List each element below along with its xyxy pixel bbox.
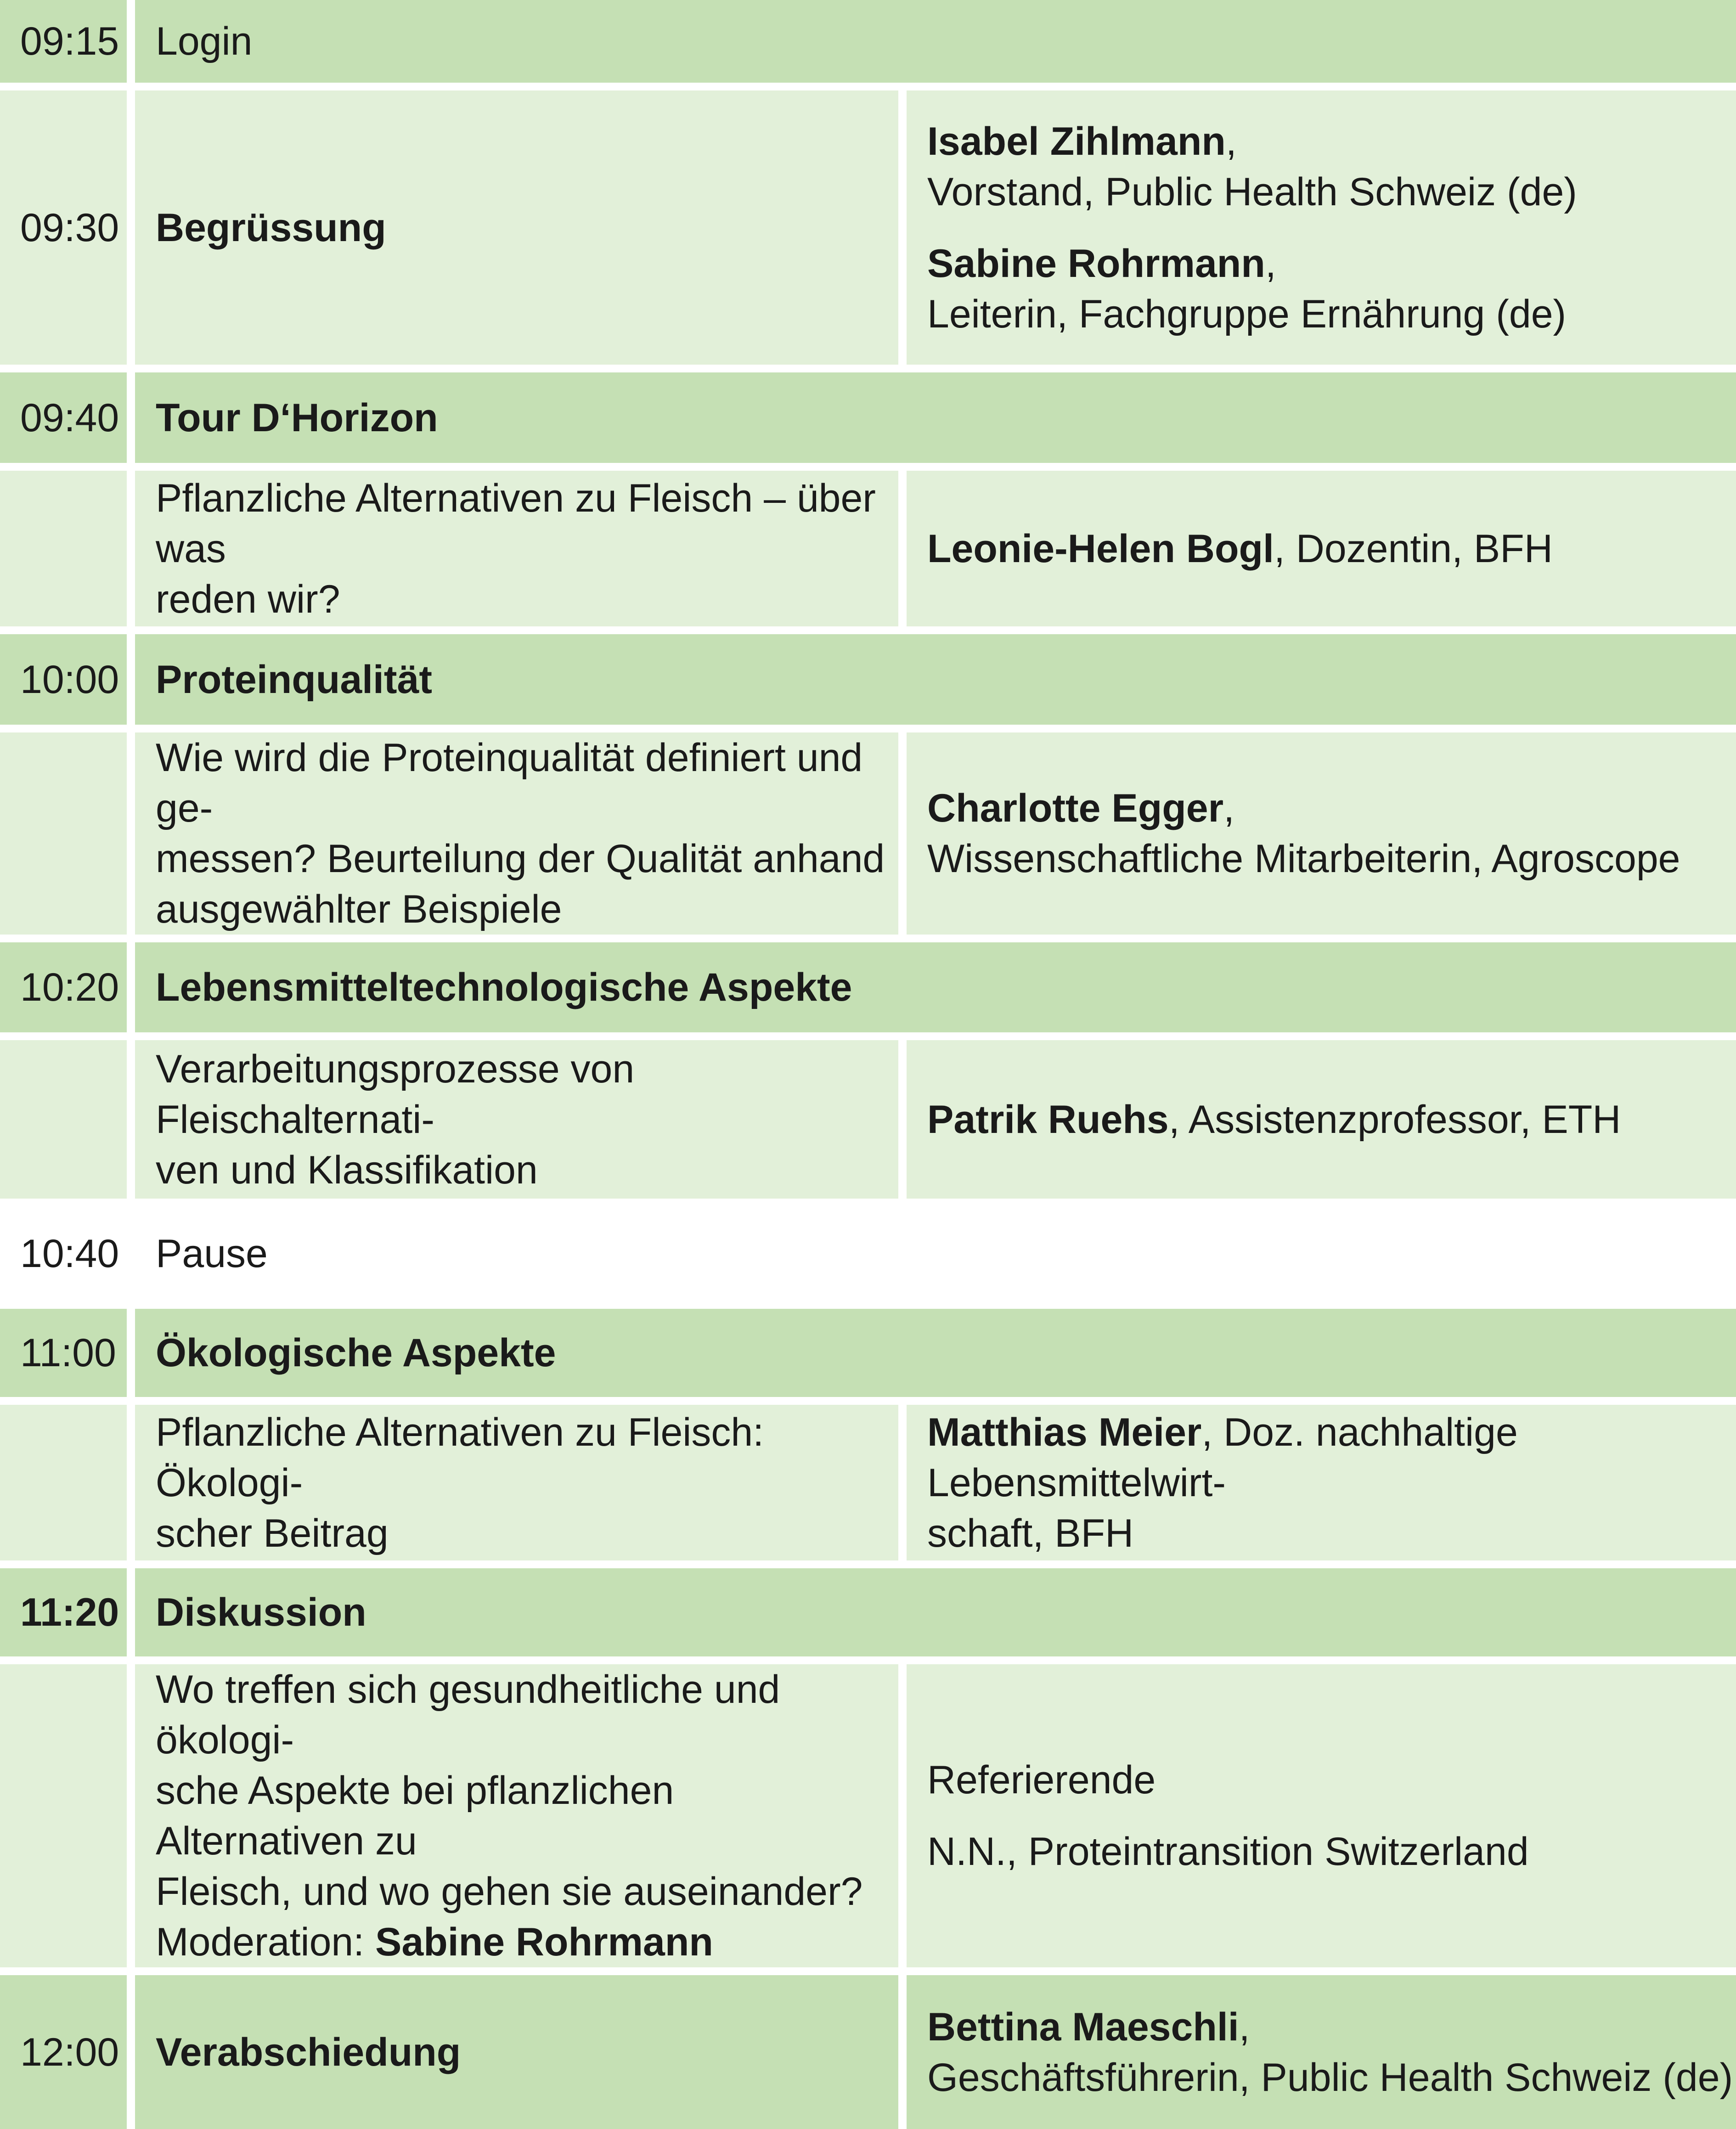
session-title-cell <box>135 90 898 365</box>
talk-description-cell <box>135 1405 898 1560</box>
talk-description-line: Pflanzliche Alternativen zu Fleisch – über was <box>156 476 876 571</box>
session-title: Login <box>156 19 253 63</box>
time-label: 09:15 <box>20 19 119 63</box>
moderator-name: Sabine Rohrmann <box>375 1920 713 1964</box>
speaker-cell <box>907 1405 1736 1560</box>
talk-description-cell <box>135 732 898 935</box>
time-cell <box>0 1206 127 1301</box>
time-label: 11:00 <box>20 1331 116 1375</box>
time-cell <box>0 1975 127 2129</box>
session-title: Diskussion <box>156 1590 366 1634</box>
session-title: Tour D‘Horizon <box>156 395 438 440</box>
session-title: Pause <box>156 1232 268 1276</box>
speaker-entry: Sabine Rohrmann, <box>927 241 1276 286</box>
speaker-name: Leonie-Helen Bogl <box>927 526 1274 571</box>
speaker-entry: Isabel Zihlmann, <box>927 119 1237 163</box>
speaker-role: Wissenschaftliche Mitarbeiterin, Agroscope <box>927 837 1680 881</box>
session-title: Proteinqualität <box>156 657 433 702</box>
speaker-entry: Bettina Maeschli, <box>927 2005 1250 2049</box>
speaker-cell <box>907 1664 1736 1967</box>
talk-description-line: sche Aspekte bei pflanzlichen Alternativen zu <box>156 1769 674 1863</box>
talk-description-line: Fleisch, und wo gehen sie auseinander? <box>156 1870 863 1914</box>
time-cell-empty <box>0 732 127 935</box>
talk-description-line: Pflanzliche Alternativen zu Fleisch: Ökologi- <box>156 1410 764 1505</box>
panel-line: N.N., Proteintransition Switzerland <box>927 1830 1529 1874</box>
speaker-cell <box>907 471 1736 626</box>
speaker-name: Matthias Meier <box>927 1410 1202 1454</box>
talk-description-line: Verarbeitungsprozesse von Fleischalternati- <box>156 1047 635 1142</box>
session-title-cell <box>135 634 1736 725</box>
session-title: Begrüssung <box>156 205 386 250</box>
speaker-cell <box>907 1040 1736 1199</box>
speaker-role: schaft, BFH <box>927 1511 1134 1555</box>
talk-description-cell <box>135 1040 898 1199</box>
speaker-role: , Doz. nachhaltige Lebensmittelwirt- <box>927 1410 1518 1505</box>
speaker-role: Geschäftsführerin, Public Health Schweiz (de) <box>927 2055 1733 2100</box>
speaker-role: , Assistenzprofessor, ETH <box>1168 1097 1621 1142</box>
session-title-cell <box>135 942 1736 1032</box>
time-label: 09:30 <box>20 205 119 250</box>
talk-description-line: scher Beitrag <box>156 1511 389 1555</box>
moderation-label: Moderation: <box>156 1920 376 1964</box>
speaker-name: Patrik Ruehs <box>927 1097 1169 1142</box>
session-title-cell <box>135 1206 1736 1301</box>
talk-description-line: messen? Beurteilung der Qualität anhand <box>156 837 885 881</box>
speaker-cell <box>907 90 1736 365</box>
time-label: 09:40 <box>20 395 119 440</box>
speaker-cell <box>907 1975 1736 2129</box>
time-label: 10:20 <box>20 965 119 1009</box>
session-title-cell <box>135 1309 1736 1397</box>
speaker-name: Isabel Zihlmann <box>927 119 1226 163</box>
speaker-entry <box>927 1094 1736 1145</box>
session-title-cell <box>135 372 1736 463</box>
speaker-name: Sabine Rohrmann <box>927 241 1265 286</box>
speaker-role: Vorstand, Public Health Schweiz (de) <box>927 169 1577 214</box>
time-cell <box>0 1568 127 1656</box>
speaker-name: Charlotte Egger <box>927 786 1224 830</box>
time-label: 12:00 <box>20 2030 119 2074</box>
moderation-line <box>156 1917 889 1967</box>
time-cell-empty <box>0 1040 127 1199</box>
session-title-cell <box>135 0 1736 83</box>
time-label: 11:20 <box>20 1590 119 1634</box>
speaker-role: Leiterin, Fachgruppe Ernährung (de) <box>927 292 1567 336</box>
talk-description-line: Wo treffen sich gesundheitliche und ökologi- <box>156 1667 780 1762</box>
time-cell <box>0 634 127 725</box>
speaker-cell <box>907 732 1736 935</box>
time-cell-empty <box>0 1664 127 1967</box>
speaker-role: , Dozentin, BFH <box>1274 526 1553 571</box>
speaker-entry <box>927 1407 1736 1508</box>
time-cell <box>0 942 127 1032</box>
time-cell <box>0 1309 127 1397</box>
session-title-cell <box>135 1975 898 2129</box>
time-cell <box>0 372 127 463</box>
session-title: Ökologische Aspekte <box>156 1331 556 1375</box>
time-label: 10:00 <box>20 657 119 702</box>
panel-line: Referierende <box>927 1758 1156 1802</box>
speaker-entry <box>927 524 1736 574</box>
talk-description-line: ven und Klassifikation <box>156 1148 538 1192</box>
session-title-cell <box>135 1568 1736 1656</box>
time-cell <box>0 0 127 83</box>
talk-description-line: reden wir? <box>156 577 340 621</box>
time-cell <box>0 90 127 365</box>
time-cell-empty <box>0 471 127 626</box>
talk-description-line: ausgewählter Beispiele <box>156 887 562 931</box>
time-label: 10:40 <box>20 1232 119 1276</box>
speaker-name: Bettina Maeschli <box>927 2005 1239 2049</box>
talk-description-cell <box>135 471 898 626</box>
session-title: Verabschiedung <box>156 2030 461 2074</box>
time-cell-empty <box>0 1405 127 1560</box>
session-title: Lebensmitteltechnologische Aspekte <box>156 965 852 1009</box>
talk-description-line: Wie wird die Proteinqualität definiert und ge- <box>156 736 863 830</box>
talk-description-cell <box>135 1664 898 1967</box>
speaker-entry: Charlotte Egger, <box>927 786 1234 830</box>
